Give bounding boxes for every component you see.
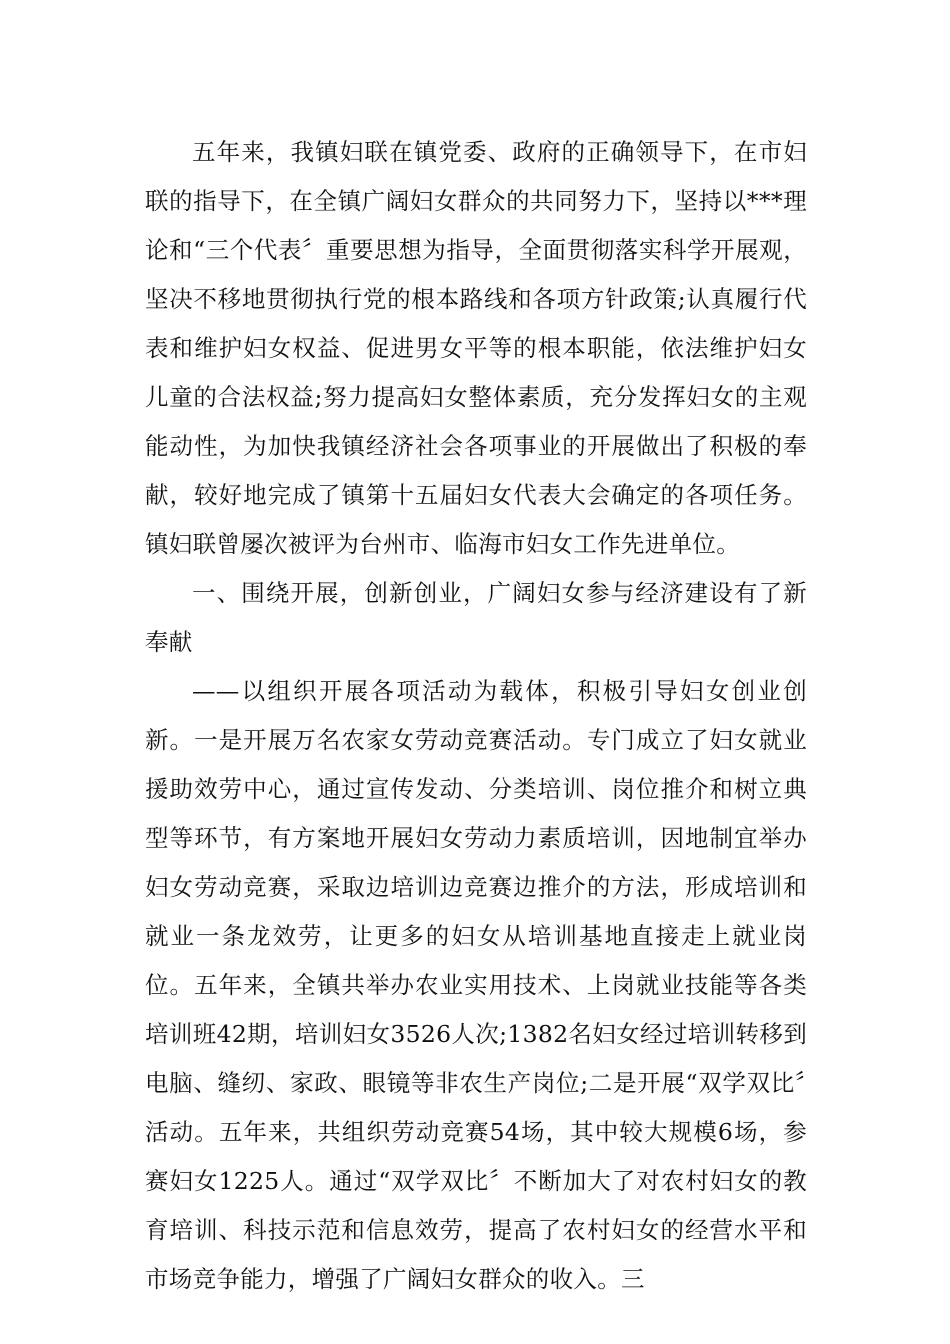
section-heading-1: 一、围绕开展，创新创业，广阔妇女参与经济建设有了新奉献 <box>145 579 807 656</box>
paragraph-intro: 五年来，我镇妇联在镇党委、政府的正确领导下，在市妇联的指导下，在全镇广阔妇女群众的共同努力下，坚持以***理论和“三个代表〞重要思想为指导，全面贯彻落实科学开展观，坚决不移地贯彻执行党的根本路线和各项方针政策;认真履行代表和维护妇女权益、促进男女平等的根本职能，依法维护妇女儿童的合法权益;努力提高妇女整体素质，充分发挥妇女的主观能动性，为加快我镇经济社会各项事业的开展做出了积极的奉献，较好地完成了镇第十五届妇女代表大会确定的各项任务。镇妇联曾屡次被评为台州市、临海市妇女工作先进单位。 <box>145 138 807 558</box>
document-body <box>145 128 807 1304</box>
paragraph-entrepreneurship: ——以组织开展各项活动为载体，积极引导妇女创业创新。一是开展万名农家女劳动竞赛活动。专门成立了妇女就业援助效劳中心，通过宣传发动、分类培训、岗位推介和树立典型等环节，有方案地开展妇女劳动力素质培训，因地制宜举办妇女劳动竞赛，采取边培训边竞赛边推介的方法，形成培训和就业一条龙效劳，让更多的妇女从培训基地直接走上就业岗位。五年来，全镇共举办农业实用技术、上岗就业技能等各类培训班42期，培训妇女3526人次;1382名妇女经过培训转移到电脑、缝纫、家政、眼镜等非农生产岗位;二是开展“双学双比〞活动。五年来，共组织劳动竞赛54场，其中较大规模6场，参赛妇女1225人。通过“双学双比〞不断加大了对农村妇女的教育培训、科技示范和信息效劳，提高了农村妇女的经营水平和市场竞争能力，增强了广阔妇女群众的收入。三 <box>145 677 807 1293</box>
